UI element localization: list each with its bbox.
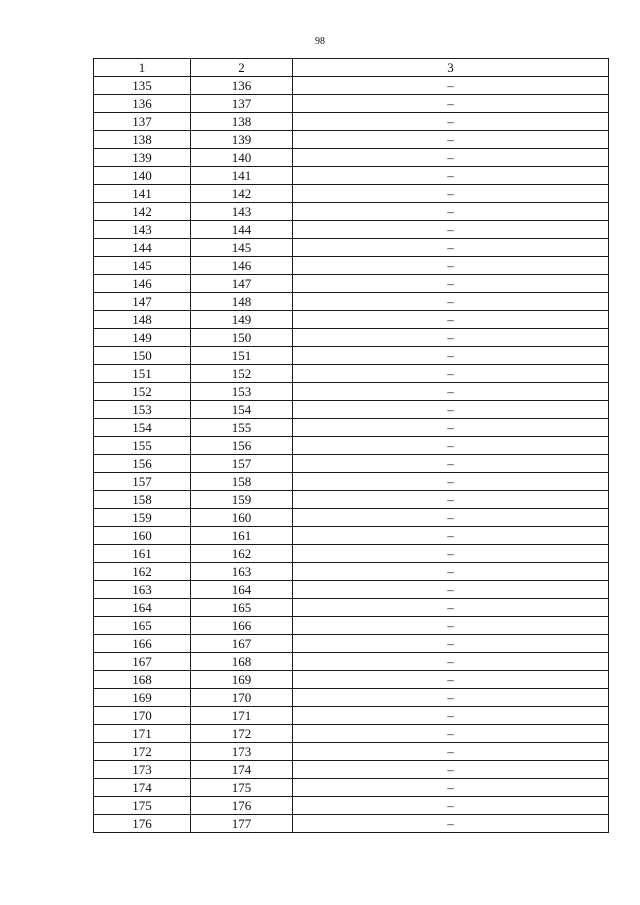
table-row xyxy=(94,257,609,275)
table-row xyxy=(94,779,609,797)
table-row xyxy=(94,743,609,761)
table-row xyxy=(94,167,609,185)
table-cell-col-1: 158 xyxy=(94,491,191,509)
table-row xyxy=(94,329,609,347)
table-cell-col-2: 164 xyxy=(191,581,293,599)
table-cell-col-2: 175 xyxy=(191,779,293,797)
table-row xyxy=(94,239,609,257)
table-row xyxy=(94,113,609,131)
table-row xyxy=(94,401,609,419)
table-row xyxy=(94,311,609,329)
table-row xyxy=(94,635,609,653)
table-cell-col-1: 156 xyxy=(94,455,191,473)
table-cell-col-2: 147 xyxy=(191,275,293,293)
table-cell-col-1: 150 xyxy=(94,347,191,365)
table-row xyxy=(94,275,609,293)
table-row xyxy=(94,689,609,707)
table-cell-col-3: – xyxy=(293,689,609,707)
table-cell-col-3: – xyxy=(293,779,609,797)
table-cell-col-2: 142 xyxy=(191,185,293,203)
table-cell-col-1: 165 xyxy=(94,617,191,635)
table-cell-col-2: 152 xyxy=(191,365,293,383)
table-cell-col-3: – xyxy=(293,761,609,779)
table-cell-col-3: – xyxy=(293,743,609,761)
table-row xyxy=(94,455,609,473)
table-cell-col-3: – xyxy=(293,509,609,527)
table-cell-col-2: 166 xyxy=(191,617,293,635)
table-row xyxy=(94,293,609,311)
table-cell-col-1: 152 xyxy=(94,383,191,401)
table-cell-col-1: 146 xyxy=(94,275,191,293)
table-cell-col-1: 164 xyxy=(94,599,191,617)
table-cell-col-3: – xyxy=(293,815,609,833)
table-cell-col-1: 157 xyxy=(94,473,191,491)
table-cell-col-1: 162 xyxy=(94,563,191,581)
table-cell-col-3: – xyxy=(293,149,609,167)
column-header-2: 2 xyxy=(191,59,293,77)
table-row xyxy=(94,545,609,563)
table-cell-col-1: 141 xyxy=(94,185,191,203)
column-header-1: 1 xyxy=(94,59,191,77)
table-cell-col-1: 170 xyxy=(94,707,191,725)
table-row xyxy=(94,797,609,815)
table-row xyxy=(94,599,609,617)
table-cell-col-1: 144 xyxy=(94,239,191,257)
table-cell-col-2: 167 xyxy=(191,635,293,653)
table-row xyxy=(94,581,609,599)
table-cell-col-3: – xyxy=(293,653,609,671)
table-cell-col-3: – xyxy=(293,707,609,725)
table-cell-col-3: – xyxy=(293,311,609,329)
table-cell-col-2: 174 xyxy=(191,761,293,779)
table-cell-col-1: 145 xyxy=(94,257,191,275)
table-cell-col-3: – xyxy=(293,95,609,113)
table-cell-col-1: 143 xyxy=(94,221,191,239)
table-cell-col-3: – xyxy=(293,77,609,95)
table-cell-col-1: 137 xyxy=(94,113,191,131)
table-row xyxy=(94,347,609,365)
table-row xyxy=(94,221,609,239)
table-cell-col-2: 140 xyxy=(191,149,293,167)
table-cell-col-3: – xyxy=(293,275,609,293)
table-cell-col-1: 159 xyxy=(94,509,191,527)
table-cell-col-2: 136 xyxy=(191,77,293,95)
table-cell-col-3: – xyxy=(293,797,609,815)
table-row xyxy=(94,509,609,527)
data-table xyxy=(93,58,609,833)
table-cell-col-2: 148 xyxy=(191,293,293,311)
table-cell-col-3: – xyxy=(293,437,609,455)
table-cell-col-2: 160 xyxy=(191,509,293,527)
table-cell-col-2: 146 xyxy=(191,257,293,275)
table-row xyxy=(94,617,609,635)
table-row xyxy=(94,563,609,581)
table-row xyxy=(94,527,609,545)
table-cell-col-1: 147 xyxy=(94,293,191,311)
table-cell-col-2: 141 xyxy=(191,167,293,185)
table-cell-col-1: 140 xyxy=(94,167,191,185)
table-cell-col-3: – xyxy=(293,635,609,653)
column-header-3: 3 xyxy=(293,59,609,77)
table-cell-col-1: 139 xyxy=(94,149,191,167)
table-row xyxy=(94,473,609,491)
table-cell-col-2: 171 xyxy=(191,707,293,725)
table-row xyxy=(94,203,609,221)
table-cell-col-1: 148 xyxy=(94,311,191,329)
table-cell-col-1: 174 xyxy=(94,779,191,797)
table-row xyxy=(94,707,609,725)
table-cell-col-3: – xyxy=(293,545,609,563)
table-cell-col-3: – xyxy=(293,257,609,275)
table-cell-col-2: 154 xyxy=(191,401,293,419)
table-cell-col-2: 137 xyxy=(191,95,293,113)
table-cell-col-1: 153 xyxy=(94,401,191,419)
table-row xyxy=(94,815,609,833)
table-row xyxy=(94,653,609,671)
table-cell-col-1: 168 xyxy=(94,671,191,689)
table-cell-col-2: 156 xyxy=(191,437,293,455)
table-cell-col-1: 166 xyxy=(94,635,191,653)
table-cell-col-3: – xyxy=(293,185,609,203)
table-cell-col-1: 160 xyxy=(94,527,191,545)
table-cell-col-3: – xyxy=(293,383,609,401)
table-row xyxy=(94,491,609,509)
table-cell-col-3: – xyxy=(293,239,609,257)
table-cell-col-3: – xyxy=(293,221,609,239)
table-cell-col-1: 161 xyxy=(94,545,191,563)
table-cell-col-2: 149 xyxy=(191,311,293,329)
table-cell-col-1: 136 xyxy=(94,95,191,113)
table-row xyxy=(94,365,609,383)
table-cell-col-2: 150 xyxy=(191,329,293,347)
table-cell-col-1: 172 xyxy=(94,743,191,761)
table-cell-col-3: – xyxy=(293,347,609,365)
table-cell-col-3: – xyxy=(293,725,609,743)
table-cell-col-1: 151 xyxy=(94,365,191,383)
table-row xyxy=(94,77,609,95)
table-cell-col-2: 144 xyxy=(191,221,293,239)
table-body xyxy=(94,77,609,833)
table-cell-col-1: 175 xyxy=(94,797,191,815)
table-cell-col-1: 138 xyxy=(94,131,191,149)
table-cell-col-2: 163 xyxy=(191,563,293,581)
table-cell-col-3: – xyxy=(293,527,609,545)
table-cell-col-1: 155 xyxy=(94,437,191,455)
table-cell-col-3: – xyxy=(293,671,609,689)
table-cell-col-2: 138 xyxy=(191,113,293,131)
table-cell-col-1: 154 xyxy=(94,419,191,437)
table-row xyxy=(94,671,609,689)
table-cell-col-3: – xyxy=(293,365,609,383)
table-cell-col-1: 171 xyxy=(94,725,191,743)
table-cell-col-3: – xyxy=(293,167,609,185)
table-row xyxy=(94,383,609,401)
table-cell-col-2: 173 xyxy=(191,743,293,761)
table-cell-col-2: 159 xyxy=(191,491,293,509)
table-row xyxy=(94,725,609,743)
table-row xyxy=(94,149,609,167)
table-cell-col-1: 163 xyxy=(94,581,191,599)
table-row xyxy=(94,761,609,779)
header-row xyxy=(94,59,609,77)
table-cell-col-1: 142 xyxy=(94,203,191,221)
table-cell-col-3: – xyxy=(293,617,609,635)
table-cell-col-1: 176 xyxy=(94,815,191,833)
table-header xyxy=(94,59,609,77)
table-cell-col-1: 135 xyxy=(94,77,191,95)
table-cell-col-1: 149 xyxy=(94,329,191,347)
table-cell-col-2: 151 xyxy=(191,347,293,365)
table-cell-col-3: – xyxy=(293,113,609,131)
table-cell-col-1: 169 xyxy=(94,689,191,707)
table-cell-col-2: 169 xyxy=(191,671,293,689)
table-cell-col-2: 162 xyxy=(191,545,293,563)
table-cell-col-2: 170 xyxy=(191,689,293,707)
table-cell-col-3: – xyxy=(293,563,609,581)
table-cell-col-2: 158 xyxy=(191,473,293,491)
table-cell-col-2: 145 xyxy=(191,239,293,257)
table-row xyxy=(94,185,609,203)
table-cell-col-3: – xyxy=(293,455,609,473)
table-cell-col-3: – xyxy=(293,491,609,509)
table-cell-col-3: – xyxy=(293,329,609,347)
table-cell-col-2: 143 xyxy=(191,203,293,221)
table-cell-col-3: – xyxy=(293,203,609,221)
table-cell-col-2: 155 xyxy=(191,419,293,437)
table-cell-col-3: – xyxy=(293,419,609,437)
table-cell-col-2: 165 xyxy=(191,599,293,617)
table-cell-col-2: 153 xyxy=(191,383,293,401)
table-cell-col-3: – xyxy=(293,401,609,419)
table-cell-col-1: 173 xyxy=(94,761,191,779)
page-number: 98 xyxy=(315,36,325,47)
table-row xyxy=(94,95,609,113)
table-cell-col-3: – xyxy=(293,581,609,599)
table-cell-col-2: 161 xyxy=(191,527,293,545)
table-cell-col-3: – xyxy=(293,293,609,311)
table-cell-col-2: 177 xyxy=(191,815,293,833)
table-row xyxy=(94,419,609,437)
table-cell-col-3: – xyxy=(293,473,609,491)
table-cell-col-2: 157 xyxy=(191,455,293,473)
table-cell-col-3: – xyxy=(293,131,609,149)
table-row xyxy=(94,131,609,149)
table-cell-col-3: – xyxy=(293,599,609,617)
table-cell-col-2: 139 xyxy=(191,131,293,149)
table-cell-col-2: 176 xyxy=(191,797,293,815)
table-row xyxy=(94,437,609,455)
table-cell-col-1: 167 xyxy=(94,653,191,671)
table-cell-col-2: 168 xyxy=(191,653,293,671)
table-cell-col-2: 172 xyxy=(191,725,293,743)
